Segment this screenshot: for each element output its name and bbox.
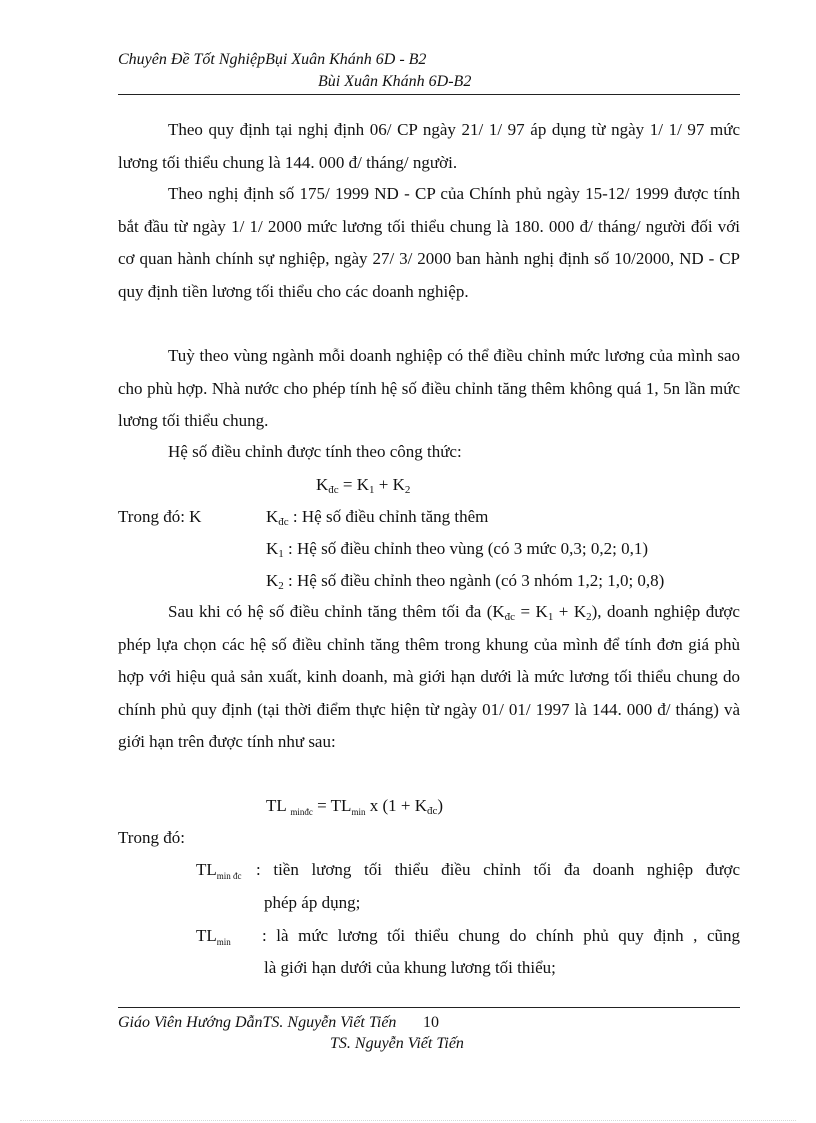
tl2-subscript: min [216, 937, 231, 947]
formula1-eq: = K [338, 475, 370, 494]
formula1-sub2: 2 [404, 484, 411, 496]
formula2-rest: x (1 + K [365, 796, 427, 815]
tl1-subscript: min đc [216, 871, 242, 881]
kdc-subscript: đc [278, 516, 289, 528]
paragraph-1: Theo quy định tại nghị định 06/ CP ngày 21/ 1/ 97 áp dụng từ ngày 1/ 1/ 97 mức lương tối thiểu chung là 144. 000 đ/ tháng/ người. [118, 120, 740, 172]
tl2-description-line1: : là mức lương tối thiểu chung do chính phủ quy định , cũng [262, 926, 740, 945]
p5-start: Sau khi có hệ số điều chỉnh tăng thêm tối đa (K [168, 602, 505, 621]
paragraph-3: Tuỳ theo vùng ngành mỗi doanh nghiệp có thể điều chỉnh mức lương của mình sao cho phù hợp. Nhà nước cho phép tính hệ số điều chỉnh tăng thêm không quá 1, 5n lần mức lương tối thiểu chung. [118, 346, 740, 430]
tl2-symbol: TL [196, 926, 217, 945]
formula1-plus: + K [374, 475, 405, 494]
tl2-description-line2: là giới hạn dưới của khung lương tối thiểu; [264, 958, 556, 977]
k2-symbol: K [266, 571, 279, 590]
tl-min-term [196, 920, 231, 952]
kdc-symbol: K [266, 507, 279, 526]
p5-k2-sub: 2 [586, 611, 592, 623]
formula1-sub-dc: đc [328, 484, 339, 496]
p5-eq-k1: = K [515, 602, 548, 621]
paragraph-4: Hệ số điều chỉnh được tính theo công thức: [168, 442, 462, 461]
formula2-tl: TL [266, 796, 291, 815]
header-rule [118, 94, 740, 95]
k1-description: : Hệ số điều chỉnh theo vùng (có 3 mức 0,3; 0,2; 0,1) [283, 539, 649, 558]
k1-subscript: 1 [278, 548, 284, 560]
page-number: 10 [423, 1014, 439, 1031]
k2-subscript: 2 [278, 580, 284, 592]
formula-tl-min-dc [266, 790, 443, 822]
page-edge-dotted-line [20, 1120, 796, 1121]
definition-k2 [266, 565, 664, 597]
tl1-description-line2: phép áp dụng; [264, 893, 361, 912]
formula2-sub-min: min [351, 807, 366, 817]
formula2-eq: = TL [312, 796, 352, 815]
tl1-description-line1: : tiền lương tối thiểu điều chỉnh tối đa doanh nghiệp được [256, 860, 740, 879]
tl1-symbol: TL [196, 860, 217, 879]
footer-line1: Giáo Viên Hướng DẫnTS. Nguyễn Viết Tiến [118, 1014, 397, 1031]
paragraph-2: Theo nghị định số 175/ 1999 ND - CP của Chính phủ ngày 15-12/ 1999 được tính bắt đầu từ ngày 1/ 1/ 2000 mức lương tối thiểu chung là 180. 000 đ/ tháng/ người đối với cơ quan hành chính sự nghiệp, ngày 27/ 3/ 2000 ban hành nghị định số 10/2000, ND - CP quy định tiền lương tối thiểu cho các doanh nghiệp. [118, 184, 740, 301]
definition-k1 [266, 533, 648, 565]
header-title-line2: Bùi Xuân Khánh 6D-B2 [318, 73, 472, 90]
definition-kdc [266, 501, 488, 533]
definitions-lead: Trong đó: K [118, 507, 202, 526]
p5-kdc-sub: đc [504, 611, 516, 623]
formula1-k: K [316, 475, 329, 494]
formula-kdc [316, 469, 410, 501]
paragraph-5 [118, 596, 740, 759]
formula2-close: ) [437, 796, 444, 815]
p5-k1-sub: 1 [547, 611, 554, 623]
k2-description: : Hệ số điều chỉnh theo ngành (có 3 nhóm 1,2; 1,0; 0,8) [283, 571, 665, 590]
p5-plus-k2: + K [553, 602, 587, 621]
footer-line2: TS. Nguyễn Viết Tiến [330, 1035, 464, 1052]
footer-rule [118, 1007, 740, 1008]
tl-min-dc-term [196, 854, 242, 886]
kdc-description: : Hệ số điều chỉnh tăng thêm [288, 507, 489, 526]
formula2-sub-dc: đc [427, 805, 438, 817]
p5-end: ), doanh nghiệp được phép lựa chọn các hệ số điều chỉnh tăng thêm trong khung của mình để tính đơn giá phù hợp với hiệu quả sản xuất, kinh doanh, mà giới hạn dưới là mức lương tối thiểu chung do chính phủ quy định (tại thời điểm thực hiện từ ngày 01/ 01/ 1997 là 144. 000 đ/ tháng) và giới hạn trên được tính như sau: [118, 602, 740, 751]
where-label: Trong đó: [118, 828, 185, 847]
formula2-sub-mindc: minđc [290, 807, 313, 817]
formula1-sub1: 1 [369, 484, 375, 496]
header-title-line1: Chuyên Đề Tốt NghiệpBụi Xuân Khánh 6D - B2 [118, 51, 427, 68]
k1-symbol: K [266, 539, 279, 558]
